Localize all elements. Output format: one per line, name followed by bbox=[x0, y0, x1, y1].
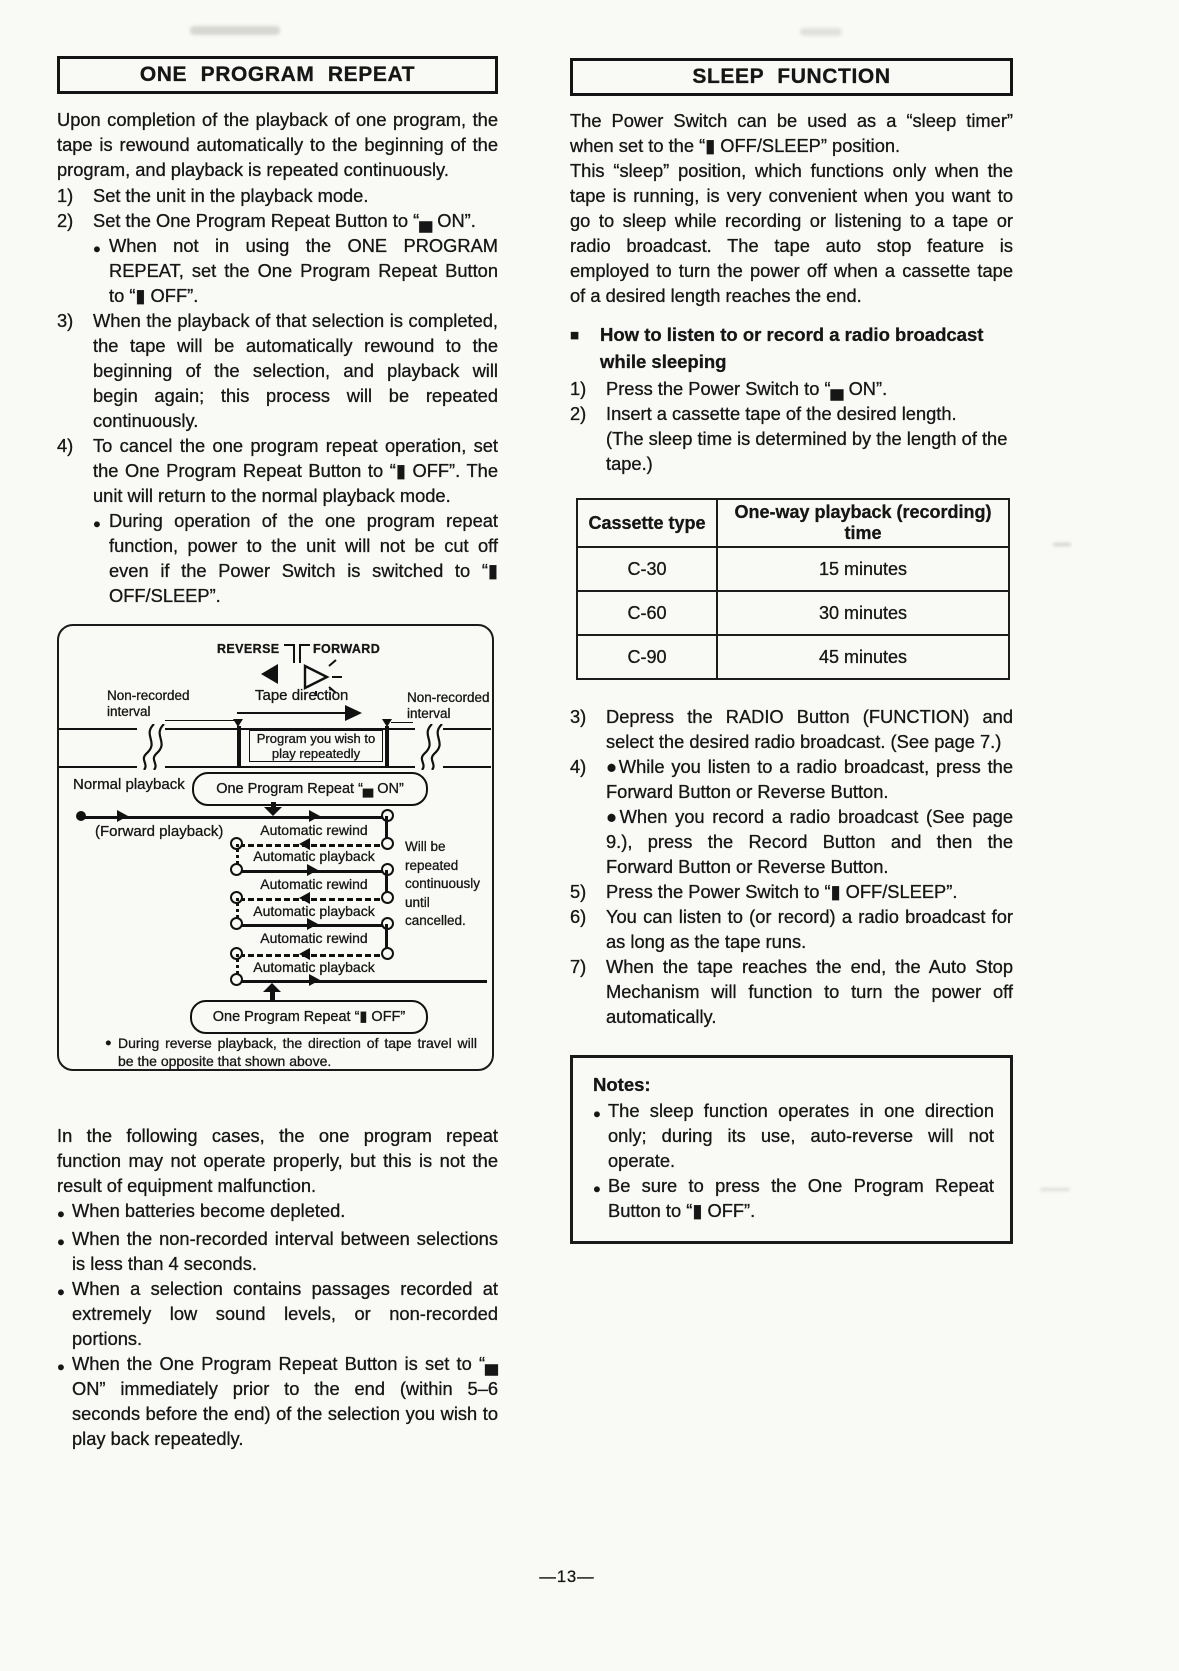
item-text: ●While you listen to a radio broadcast, press the Forward Button or Reverse Button. bbox=[606, 756, 1013, 802]
item-text: When the playback of that selection is completed, the tape will be automatically rewound to the beginning of the selection, and playback will begin again; this process will be repeated continuously. bbox=[93, 310, 498, 431]
list-item bbox=[57, 433, 498, 508]
item-marker bbox=[570, 804, 606, 879]
table-cell: C-90 bbox=[577, 635, 717, 679]
tape-direction-line bbox=[237, 712, 349, 714]
arrowhead-right bbox=[307, 918, 318, 930]
item-text: You can listen to (or record) a radio broadcast for as long as the tape runs. bbox=[606, 906, 1013, 952]
table-row bbox=[577, 547, 1009, 591]
auto-rewind-label: Automatic rewind bbox=[260, 930, 368, 946]
bullet-marker: ● bbox=[593, 1181, 601, 1196]
item-text: Set the unit in the playback mode. bbox=[93, 185, 369, 206]
item-marker: 6) bbox=[570, 906, 587, 927]
footnote-text: During reverse playback, the direction of tape travel will be the opposite that shown above. bbox=[118, 1035, 477, 1069]
non-recorded-label-left: Non-recorded interval bbox=[107, 688, 190, 719]
item-text: (The sleep time is determined by the length of the tape.) bbox=[606, 428, 1008, 474]
subsection-heading bbox=[570, 321, 1013, 375]
tape-direction-arrowhead bbox=[345, 705, 362, 721]
bullet-marker: ● bbox=[57, 1206, 65, 1221]
program-label-box: Program you wish to play repeatedly bbox=[249, 730, 383, 762]
forward-label: FORWARD bbox=[313, 642, 381, 656]
scan-artifact bbox=[1053, 543, 1071, 546]
list-item bbox=[570, 704, 1013, 754]
steps-list bbox=[57, 183, 498, 608]
scan-artifact bbox=[800, 28, 842, 36]
down-arrowhead bbox=[264, 807, 282, 816]
list-item bbox=[57, 1276, 498, 1351]
arrowhead-right bbox=[309, 810, 320, 822]
item-text: Set the One Program Repeat Button to “▄ ON”. bbox=[93, 210, 476, 231]
page-number: —13— bbox=[539, 1568, 595, 1586]
item-text: Press the Power Switch to “▮ OFF/SLEEP”. bbox=[606, 881, 958, 902]
item-marker: 2) bbox=[570, 403, 587, 424]
list-item bbox=[570, 954, 1013, 1029]
sleep-paragraph-1: The Power Switch can be used as a “sleep timer” when set to the “▮ OFF/SLEEP” position. bbox=[570, 110, 1013, 156]
table-row bbox=[577, 635, 1009, 679]
list-item bbox=[570, 879, 1013, 904]
leader-line bbox=[165, 720, 237, 721]
section-title: SLEEP FUNCTION bbox=[692, 65, 891, 88]
list-item bbox=[57, 1351, 498, 1451]
bullet-marker: ● bbox=[57, 1359, 65, 1374]
tape-repeat-diagram bbox=[57, 624, 494, 1071]
endpoint-circle bbox=[230, 917, 243, 930]
item-text: During operation of the one program repeat function, power to the unit will not be cut off even if the Power Switch is switched to “▮ OFF/SLEEP”. bbox=[109, 510, 498, 606]
caution-list bbox=[57, 1198, 498, 1451]
notes-title: Notes: bbox=[593, 1074, 651, 1095]
bullet-marker: ● bbox=[593, 1106, 601, 1121]
square-bullet-icon: ■ bbox=[570, 327, 580, 344]
table-header-row bbox=[577, 499, 1009, 547]
table-cell: C-60 bbox=[577, 591, 717, 635]
diagram-footnote bbox=[105, 1034, 477, 1070]
non-recorded-label-right: Non-recorded interval bbox=[407, 690, 490, 721]
one-program-repeat-off-badge: One Program Repeat “▮ OFF” bbox=[190, 1000, 428, 1034]
list-item bbox=[57, 208, 498, 233]
item-marker: 4) bbox=[57, 435, 74, 456]
forward-playback-label: (Forward playback) bbox=[95, 823, 224, 840]
item-marker: 3) bbox=[570, 706, 587, 727]
column-header: Cassette type bbox=[577, 499, 717, 547]
auto-rewind-label: Automatic rewind bbox=[260, 822, 368, 838]
item-text: When the tape reaches the end, the Auto Stop Mechanism will function to turn the power off automatically. bbox=[606, 956, 1013, 1027]
auto-rewind-line bbox=[239, 898, 389, 901]
reverse-arrow-icon bbox=[261, 664, 278, 684]
caution-paragraph: In the following cases, the one program repeat function may not operate properly, but this is not the result of equipment malfunction. bbox=[57, 1125, 498, 1196]
item-text: When the One Program Repeat Button is set to “▄ ON” immediately prior to the end (within 5–6 seconds before the end) of the selection you wish to play back repeatedly. bbox=[72, 1353, 498, 1449]
program-end-tick bbox=[385, 726, 389, 766]
subsection-title: How to listen to or record a radio broadcast while sleeping bbox=[600, 324, 984, 372]
table-cell: 15 minutes bbox=[717, 547, 1009, 591]
auto-playback-label: Automatic playback bbox=[253, 959, 375, 975]
bullet-marker: ● bbox=[105, 1037, 112, 1049]
auto-rewind-label: Automatic rewind bbox=[260, 876, 368, 892]
list-subitem bbox=[57, 508, 498, 608]
bullet-marker: ● bbox=[57, 1234, 65, 1249]
bracket-icon bbox=[284, 644, 295, 663]
left-column bbox=[57, 56, 498, 1451]
sleep-steps-1-2 bbox=[570, 376, 1013, 476]
endpoint-circle bbox=[381, 947, 394, 960]
item-marker: 1) bbox=[57, 185, 74, 206]
list-item bbox=[570, 904, 1013, 954]
section-header-sleep-function bbox=[570, 58, 1013, 96]
sleep-paragraph-2: This “sleep” position, which functions only when the tape is running, is very convenient when you want to go to sleep while recording or listening to a tape or radio broadcast. The tape auto stop feature is employed to turn the power off when a cassette tape of a desired length reaches the end. bbox=[570, 160, 1013, 306]
arrowhead-right bbox=[309, 974, 320, 986]
item-marker: 3) bbox=[57, 310, 74, 331]
table-cell: C-30 bbox=[577, 547, 717, 591]
item-text: When the non-recorded interval between selections is less than 4 seconds. bbox=[72, 1228, 498, 1274]
normal-playback-label: Normal playback bbox=[73, 776, 185, 793]
bullet-marker: ● bbox=[93, 516, 101, 531]
tape-direction-label: Tape direction bbox=[255, 687, 349, 704]
arrowhead-right bbox=[307, 864, 318, 876]
leader-line bbox=[391, 722, 413, 723]
item-text: To cancel the one program repeat operation, set the One Program Repeat Button to “▮ OFF”. The unit will return to the normal playback mode. bbox=[93, 435, 498, 506]
item-text: The sleep function operates in one direction only; during its use, auto-reverse will not operate. bbox=[608, 1100, 994, 1171]
section-title: ONE PROGRAM REPEAT bbox=[139, 63, 416, 86]
list-item bbox=[57, 1198, 498, 1226]
item-marker: 5) bbox=[570, 881, 587, 902]
one-program-repeat-on-badge: One Program Repeat “▄ ON” bbox=[192, 772, 428, 806]
item-text: Insert a cassette tape of the desired length. bbox=[606, 403, 957, 424]
list-item bbox=[57, 1226, 498, 1276]
cassette-time-table bbox=[576, 498, 1010, 680]
bullet-marker: ● bbox=[93, 241, 101, 256]
list-item bbox=[57, 308, 498, 433]
program-start-tick bbox=[237, 726, 241, 766]
item-marker: 7) bbox=[570, 956, 587, 977]
item-text: When a selection contains passages recorded at extremely low sound levels, or non-recorded portions. bbox=[72, 1278, 498, 1349]
item-marker: 1) bbox=[570, 378, 587, 399]
item-text: Be sure to press the One Program Repeat Button to “▮ OFF”. bbox=[608, 1175, 994, 1221]
table-row bbox=[577, 591, 1009, 635]
scan-artifact bbox=[1040, 1188, 1070, 1191]
auto-playback-label: Automatic playback bbox=[253, 903, 375, 919]
endpoint-circle bbox=[381, 891, 394, 904]
sleep-steps-3-7 bbox=[570, 704, 1013, 1029]
auto-rewind-line bbox=[239, 954, 389, 957]
notes-box bbox=[570, 1055, 1013, 1244]
item-marker: 2) bbox=[57, 210, 74, 231]
intro-paragraph: Upon completion of the playback of one program, the tape is rewound automatically to the beginning of the program, and playback is repeated continuously. bbox=[57, 109, 498, 180]
item-text: When not in using the ONE PROGRAM REPEAT, set the One Program Repeat Button to “▮ OFF”. bbox=[109, 235, 498, 306]
table-cell: 45 minutes bbox=[717, 635, 1009, 679]
item-marker: 4) bbox=[570, 756, 587, 777]
item-text: ●When you record a radio broadcast (See page 9.), press the Record Button and then the Forward Button or Reverse Button. bbox=[606, 806, 1013, 877]
scan-artifact bbox=[190, 26, 280, 35]
endpoint-circle bbox=[230, 863, 243, 876]
list-item bbox=[593, 1098, 994, 1173]
right-column bbox=[570, 58, 1013, 1244]
item-text: When batteries become depleted. bbox=[72, 1200, 346, 1221]
bullet-marker: ● bbox=[57, 1284, 65, 1299]
tape-break-squiggle bbox=[137, 724, 165, 770]
endpoint-circle bbox=[230, 973, 243, 986]
item-marker bbox=[570, 426, 606, 476]
repeat-note: Will be repeated continuously until cancelled. bbox=[405, 839, 481, 928]
table-cell: 30 minutes bbox=[717, 591, 1009, 635]
arrowhead-right bbox=[117, 810, 128, 822]
up-arrow-stem bbox=[270, 991, 275, 1000]
list-item bbox=[593, 1173, 994, 1223]
list-item bbox=[570, 754, 1013, 804]
reverse-label: REVERSE bbox=[217, 642, 280, 656]
tape-break-squiggle bbox=[415, 724, 443, 770]
auto-rewind-line bbox=[239, 844, 389, 847]
list-item bbox=[570, 376, 1013, 401]
list-item-continuation bbox=[570, 804, 1013, 879]
item-text: Depress the RADIO Button (FUNCTION) and select the desired radio broadcast. (See page 7.) bbox=[606, 706, 1013, 752]
section-header-one-program-repeat bbox=[57, 56, 498, 94]
item-text: Press the Power Switch to “▄ ON”. bbox=[606, 378, 888, 399]
auto-playback-label: Automatic playback bbox=[253, 848, 375, 864]
list-item bbox=[570, 401, 1013, 426]
column-header: One-way playback (recording) time bbox=[717, 499, 1009, 547]
list-item bbox=[57, 183, 498, 208]
list-item-continuation bbox=[570, 426, 1013, 476]
list-subitem bbox=[57, 233, 498, 308]
